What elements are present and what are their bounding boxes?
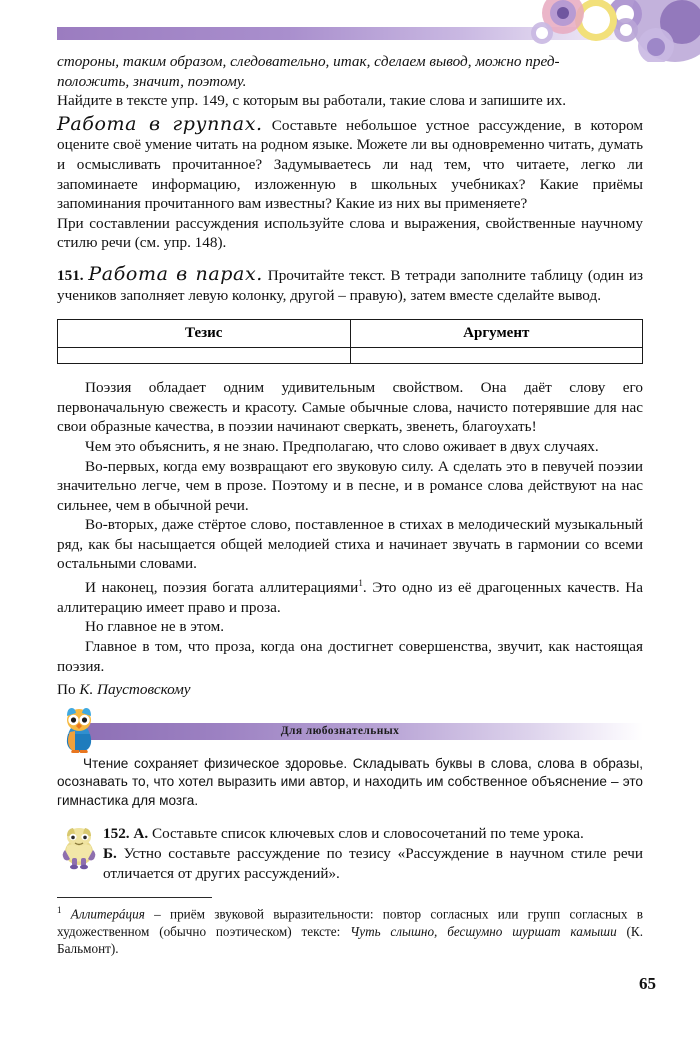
reading-paragraph-2: Чем это объяснить, я не знаю. Предполагаю, что слово оживает в двух случаях.: [85, 437, 599, 455]
page-content: [57, 52, 643, 958]
footnote-number: 1: [57, 905, 62, 916]
owl-icon: [59, 706, 99, 755]
exercise-152-b-label: Б.: [103, 845, 117, 863]
footnote-marker: 1: [358, 578, 363, 589]
group-work-paragraph: [57, 112, 643, 214]
footnote-block: [57, 897, 643, 958]
exercise-152-part-a: [103, 824, 643, 844]
table-cell-thesis: [58, 348, 351, 364]
footnote-source: (К. Бальмонт).: [57, 924, 644, 957]
table-header-thesis: Тезис: [58, 320, 351, 348]
footnote-definition: – приём звуковой выразительности: повтор согласных или групп согласных в художественном (обычно поэтическом) тексте:: [57, 906, 644, 940]
exercise-151-text: Прочитайте текст. В тетради заполните таблицу (один из учеников заполняет левую колонку, другой – правую), затем вместе сделайте вывод.: [57, 266, 643, 304]
exercise-152-a-text: Составьте список ключевых слов и словосочетаний по теме урока.: [148, 825, 584, 843]
table-header-row: [58, 320, 643, 348]
exercise-152-b-text: Устно составьте рассуждение по тезису «Рассуждение в научном стиле речи отличается от других рассуждений».: [103, 845, 643, 882]
header-gradient-bar: [57, 27, 635, 40]
find-in-text-instruction: Найдите в тексте упр. 149, с которым вы работали, такие слова и запишите их.: [57, 92, 567, 110]
top-paragraph-line3: [57, 91, 643, 111]
reading-paragraph-5: [57, 574, 643, 617]
text-attribution: [57, 680, 643, 700]
exercise-152-text-block: [103, 824, 643, 883]
exercise-152-number: 152.: [103, 825, 130, 843]
reading-p5-after: . Это одно из её драгоценных качеств. На аллитерацию имеет право и проза.: [57, 579, 643, 616]
curiosity-text: Чтение сохраняет физическое здоровье. Складывать буквы в слова, слова в образы, осознавать то, что хотел выразить ими автор, и находить им собственное объяснение – это гимнастика для мозга.: [57, 755, 643, 808]
reading-paragraph-6: Но главное не в этом.: [85, 618, 225, 636]
table-cell-argument: [350, 348, 643, 364]
bee-character-icon: [57, 824, 101, 870]
exercise-151-number: 151.: [57, 266, 84, 284]
table-row: [58, 348, 643, 364]
attribution-prefix: По: [57, 681, 80, 699]
curiosity-banner: [57, 706, 643, 755]
footnote-term: Аллитерáция: [70, 906, 145, 922]
exercise-152-part-b: [103, 844, 643, 883]
exercise-152-a-label: А.: [133, 825, 149, 843]
footnote-text: [57, 902, 643, 958]
page-header-decoration: [0, 0, 700, 60]
exercise-151-paragraph: [57, 262, 643, 305]
top-paragraph-line1: стороны, таким образом, следовательно, итак, сделаем вывод, можно пред-: [57, 53, 560, 70]
exercise-151-heading: Работа в парах.: [88, 262, 263, 285]
curiosity-banner-label: Для любознательных: [280, 724, 400, 737]
attribution-author: К. Паустовскому: [79, 681, 191, 699]
reading-paragraph-4: Во-вторых, даже стёртое слово, поставленное в стихах в мелодический музыкальный ряд, как бы насыщается общей мелодией стиха и начинает звучать в гармонии со всеми остальными словами.: [57, 516, 643, 573]
reading-paragraph-3: Во-первых, когда ему возвращают его звуковую силу. А сделать это в певучей поэзии значительно легче, чем в прозе. Поэтому и в песне, и в романсе слова действуют на нас сильнее, чем в обычной речи.: [57, 457, 643, 514]
exercise-152: [57, 824, 643, 883]
group-work-paragraph-2: При составлении рассуждения используйте слова и выражения, свойственные научному стилю речи (см. упр. 148).: [57, 214, 643, 252]
group-work-heading: Работа в группах.: [57, 112, 263, 135]
reading-paragraph-7: Главное в том, что проза, когда она достигнет совершенства, звучит, как настоящая поэзия.: [57, 637, 643, 675]
table-header-argument: Аргумент: [350, 320, 643, 348]
footnote-rule: [57, 897, 212, 898]
reading-p5-before: И наконец, поэзия богата аллитерациями: [85, 579, 359, 597]
footnote-example: Чуть слышно, бесшумно шуршат камыши: [350, 924, 617, 940]
reading-paragraph-1: Поэзия обладает одним удивительным свойством. Она даёт слову его первоначальную свежесть и красоту. Самые обычные слова, начисто потерявшие для нас свои образные качества, в поэзии начинают сверкать, звенеть, благоухать!: [57, 379, 643, 436]
thesis-argument-table: [57, 319, 643, 364]
group-work-text: Составьте небольшое устное рассуждение, в котором оцените своё умение читать на родном языке. Можете ли вы одновременно читать, думать и осмысливать прочитанное? Задумываетесь ли над тем, что читаете, легко ли запоминаете информацию, изложенную в школьных учебниках? Какие приёмы запоминания прочитанного вам известны? Какие из них вы применяете?: [57, 116, 643, 213]
page-number: 65: [639, 974, 656, 993]
top-paragraph-line2: положить, значит, поэтому.: [57, 72, 247, 90]
